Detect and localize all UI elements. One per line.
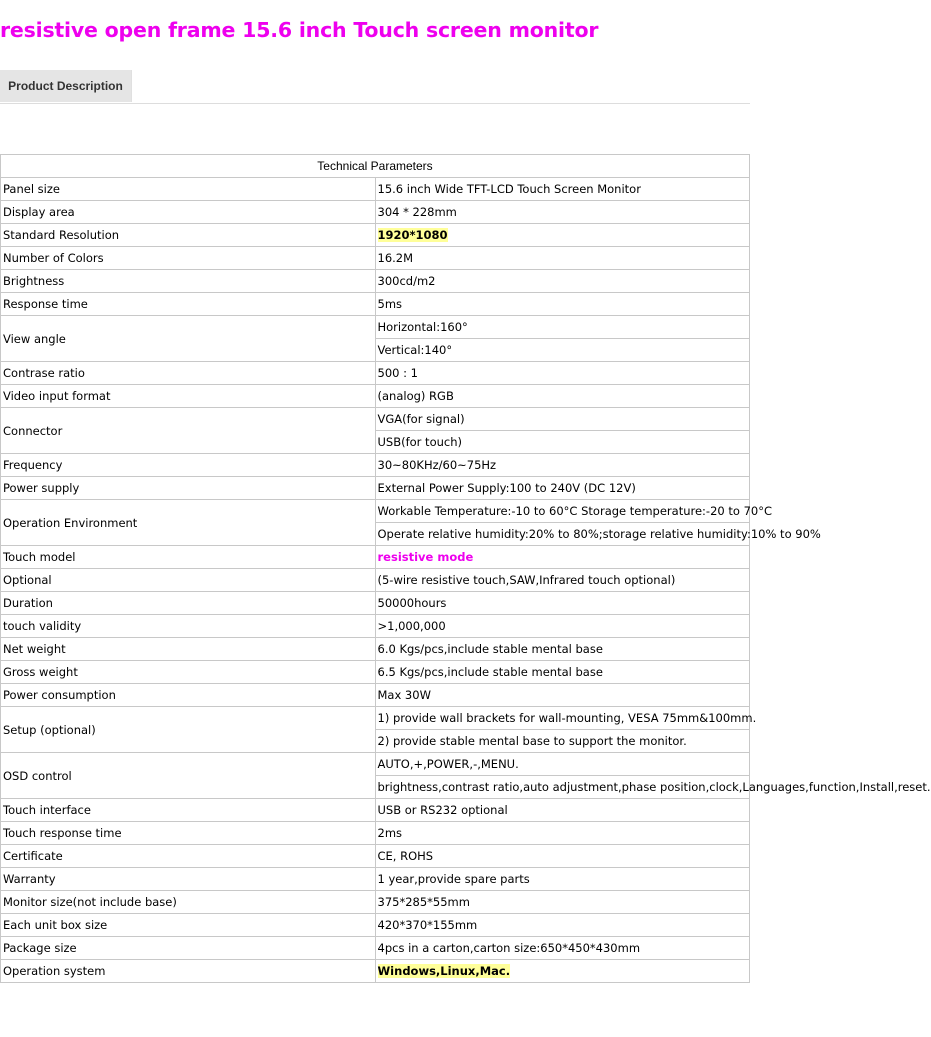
spec-value: [375, 477, 750, 500]
table-row: [1, 638, 750, 661]
table-row: [1, 178, 750, 201]
spec-value-text: 2ms: [377, 826, 403, 840]
spec-label: OSD control: [1, 753, 376, 799]
spec-value: [375, 822, 750, 845]
spec-value-text: 300cd/m2: [377, 274, 436, 288]
table-row: [1, 316, 750, 339]
table-row: [1, 454, 750, 477]
spec-value-text: 15.6 inch Wide TFT-LCD Touch Screen Monitor: [377, 182, 641, 196]
spec-value-text: USB(for touch): [377, 435, 462, 449]
table-header-row: [1, 155, 750, 178]
spec-value-text: Horizontal:160°: [377, 320, 468, 334]
tab-product-description[interactable]: Product Description: [0, 70, 132, 102]
spec-value: [375, 523, 821, 546]
spec-value: [375, 914, 750, 937]
table-header: Technical Parameters: [1, 155, 750, 178]
spec-value: [375, 178, 750, 201]
spec-value-text: 375*285*55mm: [377, 895, 470, 909]
table-row: [1, 753, 750, 776]
spec-label: Panel size: [1, 178, 376, 201]
spec-value-text: resistive mode: [377, 550, 474, 564]
table-row: [1, 201, 750, 224]
table-row: [1, 914, 750, 937]
spec-value-text: VGA(for signal): [377, 412, 465, 426]
spec-value: [375, 224, 750, 247]
spec-value-text: 2) provide stable mental base to support the monitor.: [377, 734, 687, 748]
spec-label: touch validity: [1, 615, 376, 638]
spec-value: [375, 454, 750, 477]
spec-label: Standard Resolution: [1, 224, 376, 247]
spec-value: [375, 684, 750, 707]
spec-label: Setup (optional): [1, 707, 376, 753]
spec-value: [375, 845, 750, 868]
spec-value-text: 4pcs in a carton,carton size:650*450*430mm: [377, 941, 641, 955]
table-row: [1, 477, 750, 500]
spec-value: [375, 339, 750, 362]
spec-label: Duration: [1, 592, 376, 615]
table-row: [1, 799, 750, 822]
table-row: [1, 661, 750, 684]
table-row: [1, 684, 750, 707]
table-row: [1, 408, 750, 431]
table-row: [1, 845, 750, 868]
spec-value-text: Workable Temperature:-10 to 60°C Storage temperature:-20 to 70°C: [377, 504, 772, 518]
spec-label: Display area: [1, 201, 376, 224]
spec-value-text: brightness,contrast ratio,auto adjustment,phase position,clock,Languages,function,Install,reset.: [377, 780, 931, 794]
spec-value-text: 6.5 Kgs/pcs,include stable mental base: [377, 665, 603, 679]
spec-label: Package size: [1, 937, 376, 960]
table-row: [1, 362, 750, 385]
spec-value: [375, 546, 750, 569]
spec-label: Number of Colors: [1, 247, 376, 270]
spec-value-text: 1920*1080: [377, 228, 448, 242]
table-row: [1, 270, 750, 293]
table-row: [1, 546, 750, 569]
table-row: [1, 822, 750, 845]
spec-label: Gross weight: [1, 661, 376, 684]
table-row: [1, 868, 750, 891]
spec-label: Frequency: [1, 454, 376, 477]
table-row: [1, 615, 750, 638]
spec-value-text: >1,000,000: [377, 619, 446, 633]
spec-label: Power consumption: [1, 684, 376, 707]
spec-value: [375, 661, 750, 684]
spec-value-text: External Power Supply:100 to 240V (DC 12V): [377, 481, 636, 495]
spec-value: [375, 316, 750, 339]
spec-value-text: Max 30W: [377, 688, 431, 702]
spec-value-text: USB or RS232 optional: [377, 803, 508, 817]
spec-value-text: 6.0 Kgs/pcs,include stable mental base: [377, 642, 603, 656]
spec-value: [375, 707, 757, 730]
spec-label: Optional: [1, 569, 376, 592]
spec-value: [375, 362, 750, 385]
spec-value-text: 30~80KHz/60~75Hz: [377, 458, 497, 472]
table-row: [1, 293, 750, 316]
spec-value: [375, 201, 750, 224]
table-row: [1, 960, 750, 983]
spec-label: Warranty: [1, 868, 376, 891]
spec-value: [375, 891, 750, 914]
spec-label: Response time: [1, 293, 376, 316]
table-row: [1, 385, 750, 408]
spec-label: Each unit box size: [1, 914, 376, 937]
spec-value: [375, 500, 772, 523]
spec-value-text: (5-wire resistive touch,SAW,Infrared touch optional): [377, 573, 676, 587]
spec-value: [375, 638, 750, 661]
spec-label: Operation system: [1, 960, 376, 983]
spec-value: [375, 730, 750, 753]
spec-value-text: 1 year,provide spare parts: [377, 872, 530, 886]
spec-value-text: CE, ROHS: [377, 849, 434, 863]
spec-label: Touch model: [1, 546, 376, 569]
spec-value: [375, 615, 750, 638]
spec-value: [375, 960, 750, 983]
spec-value: [375, 868, 750, 891]
spec-value: [375, 799, 750, 822]
table-row: [1, 707, 750, 730]
spec-label: Touch response time: [1, 822, 376, 845]
spec-value-text: 500 : 1: [377, 366, 418, 380]
spec-value-text: 1) provide wall brackets for wall-mounting, VESA 75mm&100mm.: [377, 711, 757, 725]
spec-value-text: Windows,Linux,Mac.: [377, 964, 511, 978]
spec-value: [375, 569, 750, 592]
spec-label: Video input format: [1, 385, 376, 408]
spec-label: View angle: [1, 316, 376, 362]
technical-parameters-table: [0, 154, 931, 983]
spec-label: Operation Environment: [1, 500, 376, 546]
spec-value: [375, 385, 750, 408]
spec-value: [375, 408, 750, 431]
spec-value-text: (analog) RGB: [377, 389, 454, 403]
table-row: [1, 891, 750, 914]
spec-label: Contrase ratio: [1, 362, 376, 385]
spec-value: [375, 270, 750, 293]
spec-label: Net weight: [1, 638, 376, 661]
spec-value-text: 304 * 228mm: [377, 205, 457, 219]
spec-label: Brightness: [1, 270, 376, 293]
spec-value-text: 420*370*155mm: [377, 918, 478, 932]
spec-value-text: Vertical:140°: [377, 343, 453, 357]
spec-value: [375, 247, 750, 270]
spec-value-text: 16.2M: [377, 251, 414, 265]
spec-label: Power supply: [1, 477, 376, 500]
table-row: [1, 592, 750, 615]
spec-value: [375, 293, 750, 316]
spec-value-text: 5ms: [377, 297, 403, 311]
spec-value: [375, 431, 750, 454]
page-title: resistive open frame 15.6 inch Touch screen monitor: [0, 18, 599, 42]
spec-value-text: 50000hours: [377, 596, 447, 610]
tab-bar: [0, 70, 750, 104]
table-row: [1, 247, 750, 270]
spec-label: Monitor size(not include base): [1, 891, 376, 914]
spec-label: Touch interface: [1, 799, 376, 822]
spec-value-text: Operate relative humidity:20% to 80%;storage relative humidity:10% to 90%: [377, 527, 821, 541]
spec-value: [375, 592, 750, 615]
spec-label: Connector: [1, 408, 376, 454]
spec-value: [375, 776, 931, 799]
spec-value-text: AUTO,+,POWER,-,MENU.: [377, 757, 519, 771]
table-row: [1, 937, 750, 960]
spec-value: [375, 937, 750, 960]
table-row: [1, 500, 750, 523]
table-row: [1, 569, 750, 592]
spec-label: Certificate: [1, 845, 376, 868]
spec-value: [375, 753, 750, 776]
table-row: [1, 224, 750, 247]
